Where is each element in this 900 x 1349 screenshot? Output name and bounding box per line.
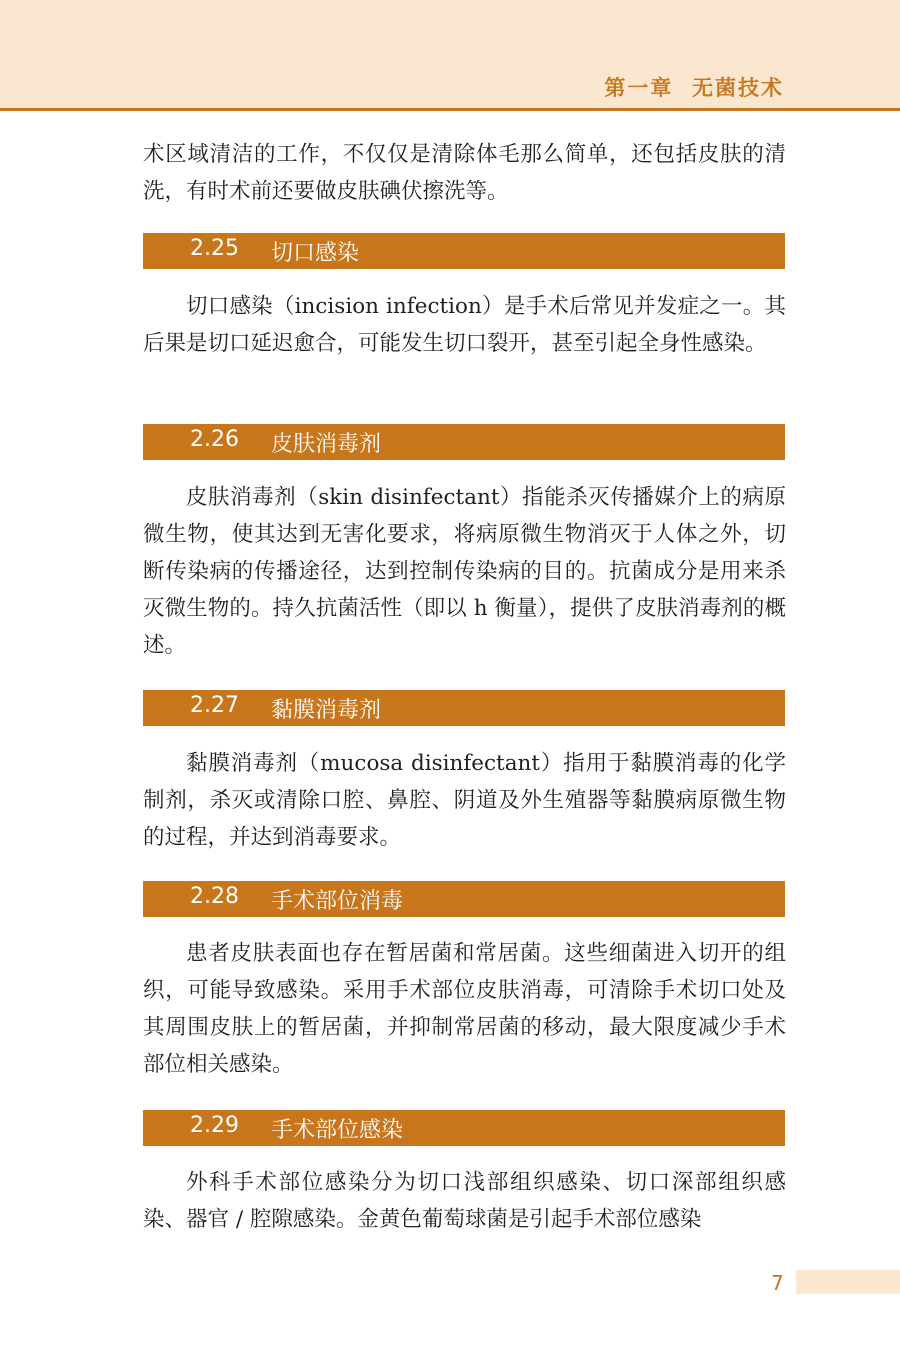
section-body-2-27: 黏膜消毒剂（mucosa disinfectant）指用于黏膜消毒的化学制剂，杀灭或清除口腔、鼻腔、阴道及外生殖器等黏膜病原微生物的过程，并达到消毒要求。	[143, 751, 786, 850]
intro-paragraph: 术区域清洁的工作，不仅仅是清除体毛那么简单，还包括皮肤的清洗，有时术前还要做皮肤碘伏擦洗等。	[143, 142, 786, 204]
section-number: 2.26	[190, 427, 239, 452]
footer-strip	[796, 1270, 900, 1294]
section-body-2-25: 切口感染（incision infection）是手术后常见并发症之一。其后果是切口延迟愈合，可能发生切口裂开，甚至引起全身性感染。	[143, 294, 786, 356]
header-top-band	[0, 0, 900, 66]
section-number: 2.29	[190, 1113, 239, 1138]
chapter-title: 第一章 无菌技术	[604, 76, 784, 100]
section-heading-2-27	[143, 690, 785, 726]
section-body-2-28: 患者皮肤表面也存在暂居菌和常居菌。这些细菌进入切开的组织，可能导致感染。采用手术部位皮肤消毒，可清除手术切口处及其周围皮肤上的暂居菌，并抑制常居菌的移动，最大限度减少手术部位相关感染。	[143, 941, 786, 1077]
section-title: 手术部位感染	[271, 1118, 404, 1143]
section-body-2-29: 外科手术部位感染分为切口浅部组织感染、切口深部组织感染、器官 / 腔隙感染。金黄色葡萄球菌是引起手术部位感染	[143, 1170, 786, 1232]
page-number: 7	[771, 1271, 784, 1295]
section-number: 2.25	[190, 236, 239, 261]
section-body-2-26: 皮肤消毒剂（skin disinfectant）指能杀灭传播媒介上的病原微生物，使其达到无害化要求，将病原微生物消灭于人体之外，切断传染病的传播途径，达到控制传染病的目的。抗菌成分是用来杀灭微生物的。持久抗菌活性（即以 h 衡量），提供了皮肤消毒剂的概述。	[143, 485, 786, 658]
section-title: 手术部位消毒	[271, 889, 404, 914]
section-title: 切口感染	[271, 241, 360, 266]
section-title: 皮肤消毒剂	[271, 432, 382, 457]
section-heading-2-28	[143, 881, 785, 917]
header-rule	[0, 108, 900, 111]
section-number: 2.28	[190, 884, 239, 909]
section-title: 黏膜消毒剂	[271, 698, 382, 723]
section-number: 2.27	[190, 693, 239, 718]
section-heading-2-29	[143, 1110, 785, 1146]
section-heading-2-26	[143, 424, 785, 460]
section-heading-2-25	[143, 233, 785, 269]
